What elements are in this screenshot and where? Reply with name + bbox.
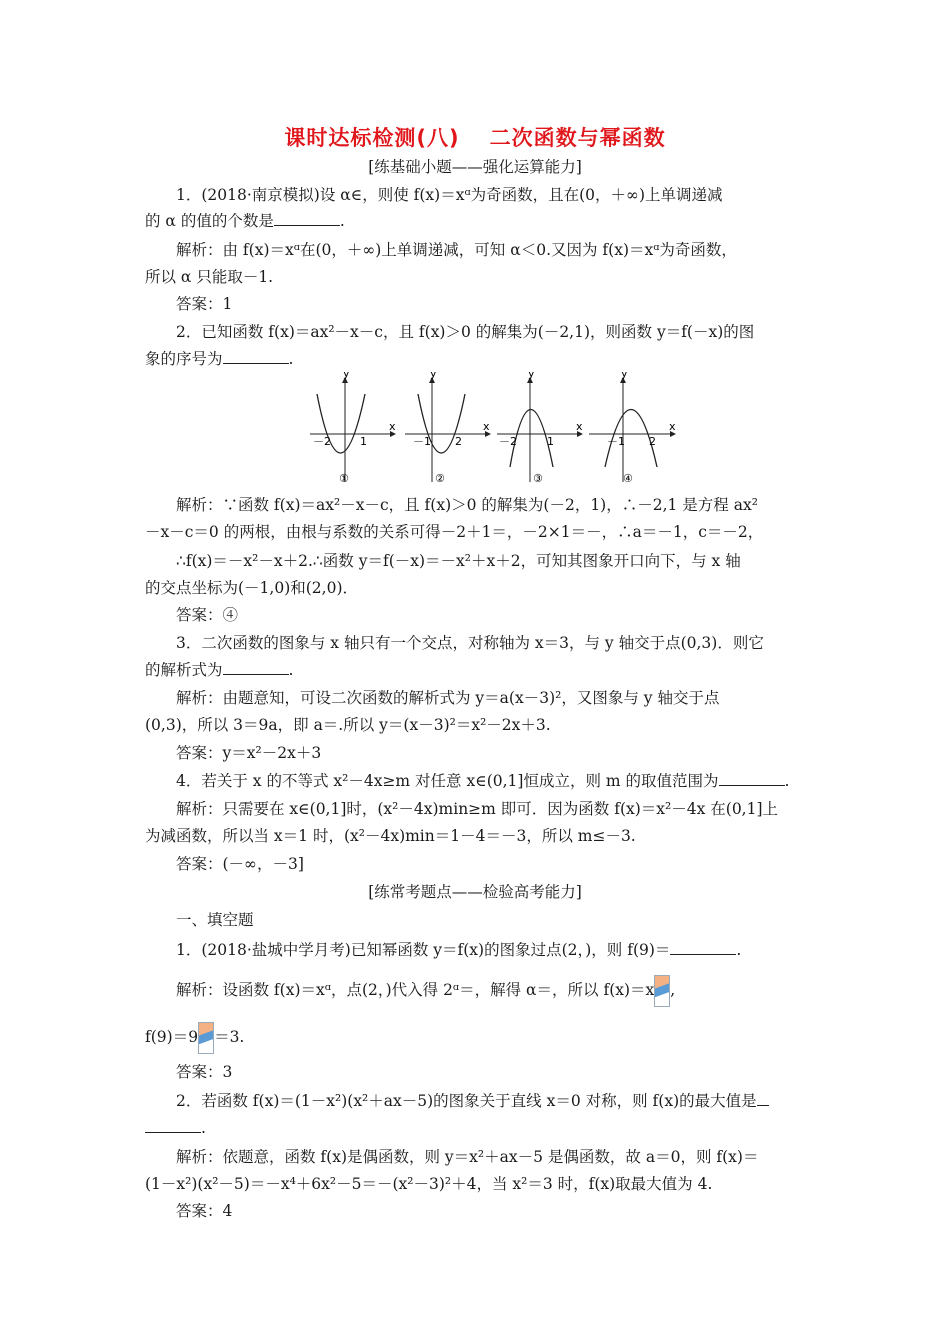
x-label: x — [669, 420, 676, 433]
question-3-line-2 — [145, 660, 293, 680]
answer-blank — [719, 771, 785, 786]
text: 2．若函数 f(x)＝(1－x²)(x²＋ax－5)的图象关于直线 x＝0 对称，则 f(x)的最大值是 — [176, 1092, 757, 1110]
answer-blank — [223, 660, 289, 675]
question-2-line-2 — [145, 349, 293, 369]
text: 4．若关于 x 的不等式 x²－4x≥m 对任意 x∈(0,1]恒成立，则 m 的取值范围为 — [176, 772, 719, 790]
text: f(9)＝9 — [145, 1028, 199, 1046]
question-1-line-2 — [145, 211, 345, 231]
graph-3 — [497, 372, 583, 485]
title-part-2: 二次函数与幂函数 — [489, 126, 666, 150]
fraction-image — [654, 975, 670, 1007]
tick-label: －2 — [499, 435, 517, 448]
answer-blank — [670, 940, 736, 955]
question-1-line-1: 1．(2018·南京模拟)设 α∈，则使 f(x)＝xᵅ为奇函数，且在(0，＋∞)上单调递减 — [176, 186, 723, 204]
y-label: y — [528, 372, 535, 380]
question-4-line-1 — [176, 771, 789, 791]
answer-blank — [223, 349, 289, 364]
practice-2-solution-line-2: (1－x²)(x²－5)＝－x⁴＋6x²－5＝－(x²－3)²＋4，当 x²＝3 时，f(x)取最大值为 4. — [145, 1175, 713, 1193]
solution-4-line-1: 解析：只需要在 x∈(0,1]时，(x²－4x)min≥m 即可．因为函数 f(x)＝x²－4x 在(0,1]上 — [176, 800, 779, 818]
y-label: y — [343, 372, 350, 380]
answer-2: 答案：④ — [176, 606, 239, 624]
tick-label: 2 — [649, 435, 656, 448]
text: 象的序号为 — [145, 350, 223, 368]
text: . — [736, 941, 742, 959]
tick-label: 1 — [360, 435, 367, 448]
solution-3-line-1: 解析：由题意知，可设二次函数的解析式为 y＝a(x－3)²，又图象与 y 轴交于点 — [176, 689, 720, 707]
answer-3: 答案：y＝x²－2x＋3 — [176, 744, 322, 762]
answer-blank — [274, 211, 340, 226]
text: . — [201, 1119, 206, 1137]
text: 的解析式为 — [145, 661, 223, 679]
fraction-image — [198, 1022, 214, 1054]
practice-1-answer: 答案：3 — [176, 1063, 233, 1081]
text: . — [288, 661, 294, 679]
graph-number: ④ — [623, 472, 633, 485]
practice-2-answer: 答案：4 — [176, 1202, 233, 1220]
solution-2-line-2: －x－c＝0 的两根，由根与系数的关系可得－2＋1＝，－2×1＝－，∴a＝－1，c＝－2， — [145, 523, 764, 541]
parabola-graphs-figure — [305, 372, 685, 487]
tick-label: －1 — [607, 435, 625, 448]
practice-1-solution-line-2 — [145, 1022, 244, 1054]
title-part-1: 课时达标检测(八) — [284, 126, 460, 150]
x-label: x — [576, 420, 583, 433]
solution-4-line-2: 为减函数，所以当 x＝1 时，(x²－4x)min＝1－4＝－3，所以 m≤－3. — [145, 827, 636, 845]
graph-2 — [405, 372, 490, 485]
answer-blank — [757, 1091, 769, 1106]
fill-in-heading: 一、填空题 — [176, 911, 254, 929]
tick-label: 1 — [547, 435, 554, 448]
answer-4: 答案：(－∞，－3] — [176, 855, 304, 873]
practice-2-question-line-2 — [145, 1118, 206, 1138]
text: . — [784, 772, 790, 790]
solution-2-line-4: 的交点坐标为(－1,0)和(2,0)． — [145, 579, 358, 597]
tick-label: －2 — [313, 435, 331, 448]
x-label: x — [483, 420, 490, 433]
x-label: x — [389, 420, 396, 433]
graph-4 — [589, 372, 676, 485]
solution-1-line-1: 解析：由 f(x)＝xᵅ在(0，＋∞)上单调递减，可知 α＜0.又因为 f(x)＝xᵅ为奇函数， — [176, 241, 737, 259]
section-heading-2: [练常考题点——检验高考能力] — [368, 883, 582, 901]
tick-label: 2 — [455, 435, 462, 448]
text: . — [288, 350, 294, 368]
graph-number: ① — [339, 472, 349, 485]
solution-1-line-2: 所以 α 只能取－1. — [145, 268, 274, 286]
solution-2-line-1: 解析：∵函数 f(x)＝ax²－x－c，且 f(x)＞0 的解集为(－2，1)，∴－2,1 是方程 ax² — [176, 496, 758, 514]
answer-blank — [145, 1118, 201, 1133]
tick-label: －1 — [413, 435, 431, 448]
answer-1: 答案：1 — [176, 295, 233, 313]
text: 1．(2018·盐城中学月考)已知幂函数 y＝f(x)的图象过点(2，)，则 f(9)＝ — [176, 941, 671, 959]
y-label: y — [621, 372, 628, 380]
practice-2-question-line-1 — [176, 1091, 769, 1111]
practice-1-question — [176, 940, 741, 960]
page-title — [0, 122, 950, 152]
text: 解析：设函数 f(x)＝xᵅ，点(2，)代入得 2ᵅ＝，解得 α＝，所以 f(x)＝x — [176, 981, 655, 999]
text: ＝3. — [214, 1028, 245, 1046]
practice-1-solution-line-1 — [176, 975, 675, 1007]
solution-3-line-2: (0,3)，所以 3＝9a，即 a＝.所以 y＝(x－3)²＝x²－2x＋3. — [145, 716, 551, 734]
solution-2-line-3: ∴f(x)＝－x²－x＋2.∴函数 y＝f(－x)＝－x²＋x＋2，可知其图象开口向下，与 x 轴 — [176, 552, 741, 570]
practice-2-solution-line-1: 解析：依题意，函数 f(x)是偶函数，则 y＝x²＋ax－5 是偶函数，故 a＝0，则 f(x)＝ — [176, 1148, 759, 1166]
question-3-line-1: 3．二次函数的图象与 x 轴只有一个交点，对称轴为 x＝3，与 y 轴交于点(0,3)．则它 — [176, 634, 764, 652]
graph-number: ② — [435, 472, 445, 485]
question-2-line-1: 2．已知函数 f(x)＝ax²－x－c，且 f(x)＞0 的解集为(－2,1)，则函数 y＝f(－x)的图 — [176, 323, 755, 341]
text: , — [670, 981, 676, 999]
y-label: y — [430, 372, 437, 380]
text: 的 α 的值的个数是 — [145, 212, 274, 230]
graph-number: ③ — [533, 472, 543, 485]
text: . — [339, 212, 345, 230]
graph-1 — [310, 372, 396, 485]
section-heading-1: [练基础小题——强化运算能力] — [368, 158, 582, 176]
